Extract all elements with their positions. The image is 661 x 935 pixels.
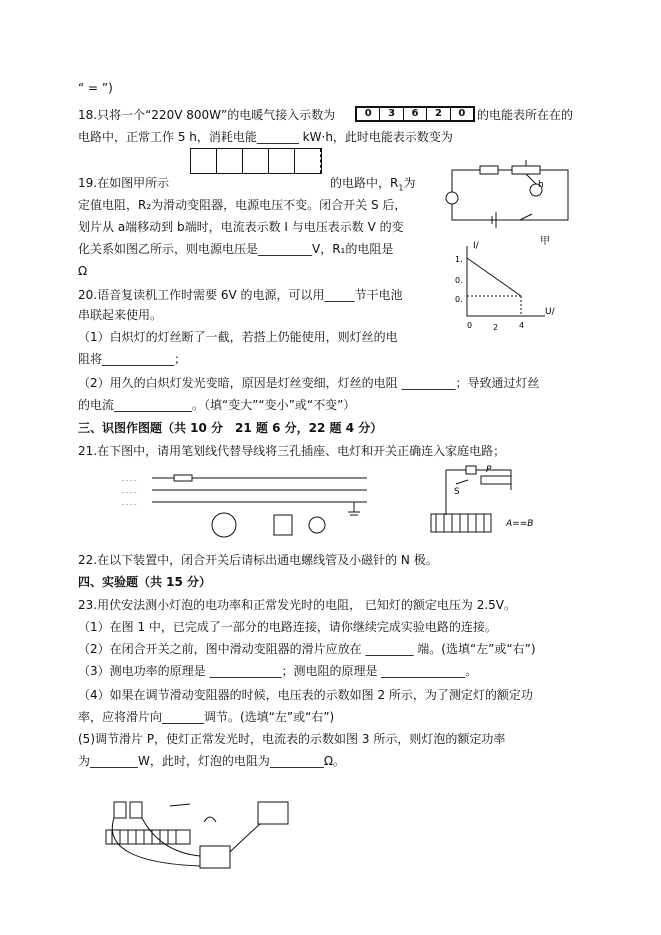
meter-digit: 6	[404, 108, 427, 120]
meter-digit: 0	[357, 108, 380, 120]
q20-line5: （2）用久的白炽灯发光变暗，原因是灯丝变细，灯丝的电阻 _________；导致通过灯丝	[78, 376, 540, 390]
svg-text:- - - -: - - - -	[122, 501, 137, 508]
svg-text:1.: 1.	[455, 255, 463, 264]
svg-text:2: 2	[493, 323, 499, 332]
q19-line1-end: 的电路中，$R_1$为	[330, 176, 416, 193]
section-4-heading: 四、实验题（共 15 分）	[78, 575, 212, 589]
q19-line1: 19.在如图甲所示	[78, 176, 170, 190]
meter-digit: 0	[458, 108, 466, 119]
label-h: h	[538, 180, 544, 190]
compass-label: A==B	[506, 519, 534, 529]
q18-line2: 电路中，正常工作 5 h，消耗电能_______ kW·h，此时电能表示数变为	[78, 130, 453, 144]
q23-4b: 率，应将滑片向_______调节。(选填“左”或“右”)	[78, 710, 335, 724]
label-s: S	[454, 487, 460, 497]
q18-line1	[78, 107, 335, 123]
q20-line2: 串联起来使用。	[78, 308, 163, 322]
q23-5a: (5)调节滑片 P，使灯正常发光时，电流表的示数如图 3 所示，则灯泡的额定功率	[78, 732, 506, 746]
q19-line4: 化关系如图乙所示，则电源电压是_________V，R₁的电阻是	[78, 242, 394, 256]
label-p: P	[486, 465, 492, 475]
svg-text:- - - -: - - - -	[122, 477, 137, 484]
q19-line3: 划片从 a端移动到 b端时，电流表示数 I 与电压表示数 V 的变	[78, 220, 404, 234]
q19-line5: Ω	[78, 264, 88, 278]
q23-1: （1）在图 1 中，已完成了一部分的电路连接，请你继续完成实验电路的连接。	[78, 620, 497, 634]
q23-text: 23.用伏安法测小灯泡的电功率和正常发光时的电阻， 已知灯的额定电压为 2.5V。	[78, 598, 517, 612]
svg-text:- - - -: - - - -	[122, 489, 137, 496]
q18-line1-end: 的电能表所在在的	[477, 108, 574, 122]
q20-line1: 20.语音复读机工作时需要 6V 的电源，可以用_____节干电池	[78, 288, 403, 302]
q23-4a: （4）如果在调节滑动变阻器的时候，电压表的示数如图 2 所示，为了测定灯的额定功	[78, 688, 533, 702]
line-continuation: “ = ”)	[78, 81, 113, 95]
axis-u: U/	[545, 307, 555, 317]
svg-text:0.: 0.	[455, 295, 463, 304]
q21-text: 21.在下图中，请用笔划线代替导线将三孔插座、电灯和开关正确连入家庭电路；	[78, 444, 506, 458]
q23-5b: 为________W，此时，灯泡的电阻为_________Ω。	[78, 754, 346, 768]
q20-line4: 阻将____________；	[78, 352, 187, 366]
household-wiring-figure	[112, 470, 377, 540]
q18-text-pre: 18.只将一个“220V 800W”的电暖气接入示数为	[78, 108, 336, 122]
svg-text:4: 4	[519, 321, 525, 330]
circuit-diagram-jia	[440, 160, 580, 250]
q23-2: （2）在闭合开关之前，图中滑动变阻器的滑片应放在 ________ 端。(选填“左”或“右”)	[78, 642, 536, 656]
experiment-apparatus-figure	[100, 792, 300, 877]
q20-line6: 的电流_____________。（填“变大”“变小”或“不变”）	[78, 398, 356, 412]
energy-meter-blank	[190, 148, 322, 174]
svg-text:0: 0	[467, 321, 473, 330]
section-3-heading: 三、识图作图题（共 10 分 21 题 6 分，22 题 4 分）	[78, 421, 383, 435]
svg-text:0.: 0.	[455, 276, 463, 285]
iu-graph	[445, 238, 565, 336]
meter-digit: 2	[427, 108, 450, 120]
q22-text: 22.在以下装置中，闭合开关后请标出通电螺线管及小磁针的 N 极。	[78, 553, 438, 567]
q20-line3: （1）白炽灯的灯丝断了一截，若搭上仍能使用，则灯丝的电	[78, 330, 398, 344]
meter-digit: 3	[380, 108, 403, 120]
axis-i: I/	[473, 241, 479, 251]
q23-3: （3）测电功率的原理是 ____________；测电阻的原理是 ______________。	[78, 664, 478, 678]
solenoid-figure	[426, 460, 556, 542]
label-jia: 甲	[540, 236, 550, 247]
q19-line2: 定值电阻，R₂为滑动变阻器，电源电压不变。闭合开关 S 后，	[78, 198, 407, 212]
energy-meter-reading	[355, 106, 475, 122]
